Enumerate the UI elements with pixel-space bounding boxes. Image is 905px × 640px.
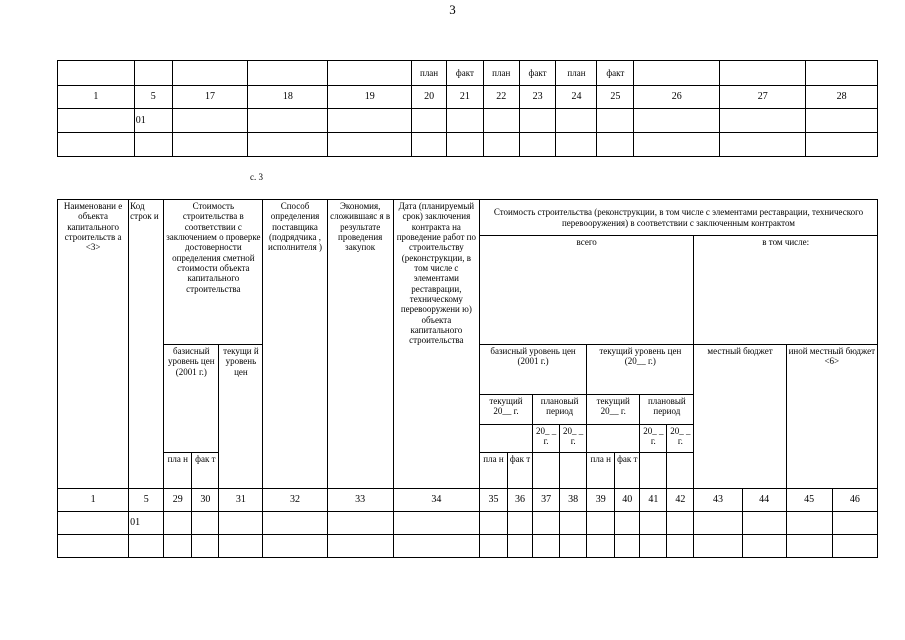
top-table [57,60,878,157]
header-current-year: текущий 20__ г. [479,395,532,425]
header-year-20: 20_ _ г. [533,425,560,453]
col-number: 17 [172,86,248,109]
col-number: 23 [519,86,556,109]
header-current-prices: текущи й уровень цен [219,345,263,489]
header-supplier-method: Способ определения поставщика (подрядчика , исполнителя ) [263,200,327,489]
col-number: 37 [533,489,560,512]
col-number: 5 [134,86,172,109]
col-number: 39 [587,489,615,512]
col-number: 28 [806,86,878,109]
page-number: 3 [449,2,456,17]
col-number: 19 [328,86,412,109]
header-current-year: текущий 20__ г. [587,395,640,425]
page-label: с. 3 [250,172,263,182]
header-fact: фак т [508,453,533,489]
row-code: 01 [129,512,164,535]
header-current-prices-20: текущий уровень цен (20__ г.) [587,345,694,395]
header-base-prices: базисный уровень цен (2001 г.) [164,345,219,453]
header-fact: фак т [192,453,219,489]
header-contract-date: Дата (планируемый срок) заключения контракта на проведение работ по строительству (реконструкции, в том числе с элементами реставрации, техническому перевооружени ю) объекта капитального строительства [393,200,479,489]
col-number: 29 [164,489,192,512]
col-number: 45 [786,489,832,512]
header-plan: пла н [479,453,507,489]
col-number: 42 [667,489,694,512]
header-fact: фак т [615,453,640,489]
col-number: 41 [640,489,667,512]
header-base-prices-2001: базисный уровень цен (2001 г.) [479,345,586,395]
col-number: 24 [556,86,597,109]
header-plan: пла н [587,453,615,489]
header-cost-check: Стоимость строительства в соответствии с заключением о проверке достоверности определения сметной стоимости объекта капитального строительства [164,200,263,345]
col-number: 33 [327,489,393,512]
col-number: 46 [832,489,877,512]
empty-row [58,535,878,558]
header-planning-period: плановый период [533,395,587,425]
col-number: 30 [192,489,219,512]
header-total: всего [479,236,693,345]
header-economy: Экономия, сложившаяс я в результате проведения закупок [327,200,393,489]
col-number: 25 [597,86,634,109]
column-number-row [58,86,878,109]
header-code: Код строк и [129,200,164,489]
row-code: 01 [134,109,172,133]
col-number: 31 [219,489,263,512]
header-year-20: 20_ _ г. [560,425,587,453]
plan-label: план [483,61,519,86]
col-number: 5 [129,489,164,512]
col-number: 21 [446,86,483,109]
fact-label: факт [519,61,556,86]
col-number: 18 [248,86,328,109]
col-number: 1 [58,86,135,109]
col-number: 20 [412,86,447,109]
fact-label: факт [446,61,483,86]
header-planning-period: плановый период [640,395,694,425]
col-number: 27 [720,86,806,109]
col-number: 26 [634,86,720,109]
header-year-20: 20_ _ г. [640,425,667,453]
data-row [58,109,878,133]
header-local-budget: местный бюджет [694,345,786,489]
col-number: 44 [742,489,786,512]
col-number: 40 [615,489,640,512]
col-number: 32 [263,489,327,512]
fact-label: факт [597,61,634,86]
plan-label: план [556,61,597,86]
header-plan: пла н [164,453,192,489]
main-table [57,199,878,558]
col-number: 43 [694,489,742,512]
plan-fact-row [58,61,878,86]
empty-row [58,133,878,157]
data-row [58,512,878,535]
header-year-20: 20_ _ г. [667,425,694,453]
header-name: Наименовани е объекта капитального строительств а <3> [58,200,129,489]
col-number: 22 [483,86,519,109]
col-number: 38 [560,489,587,512]
col-number: 34 [393,489,479,512]
plan-label: план [412,61,447,86]
header-contract-cost: Стоимость строительства (реконструкции, в том числе с элементами реставрации, технического перевооружения) в соответствии с заключенным контрактом [479,200,877,236]
col-number: 35 [479,489,507,512]
col-number: 1 [58,489,129,512]
header-other-local-budget: иной местный бюджет <6> [786,345,877,489]
header-including: в том числе: [694,236,878,345]
column-number-row [58,489,878,512]
col-number: 36 [508,489,533,512]
